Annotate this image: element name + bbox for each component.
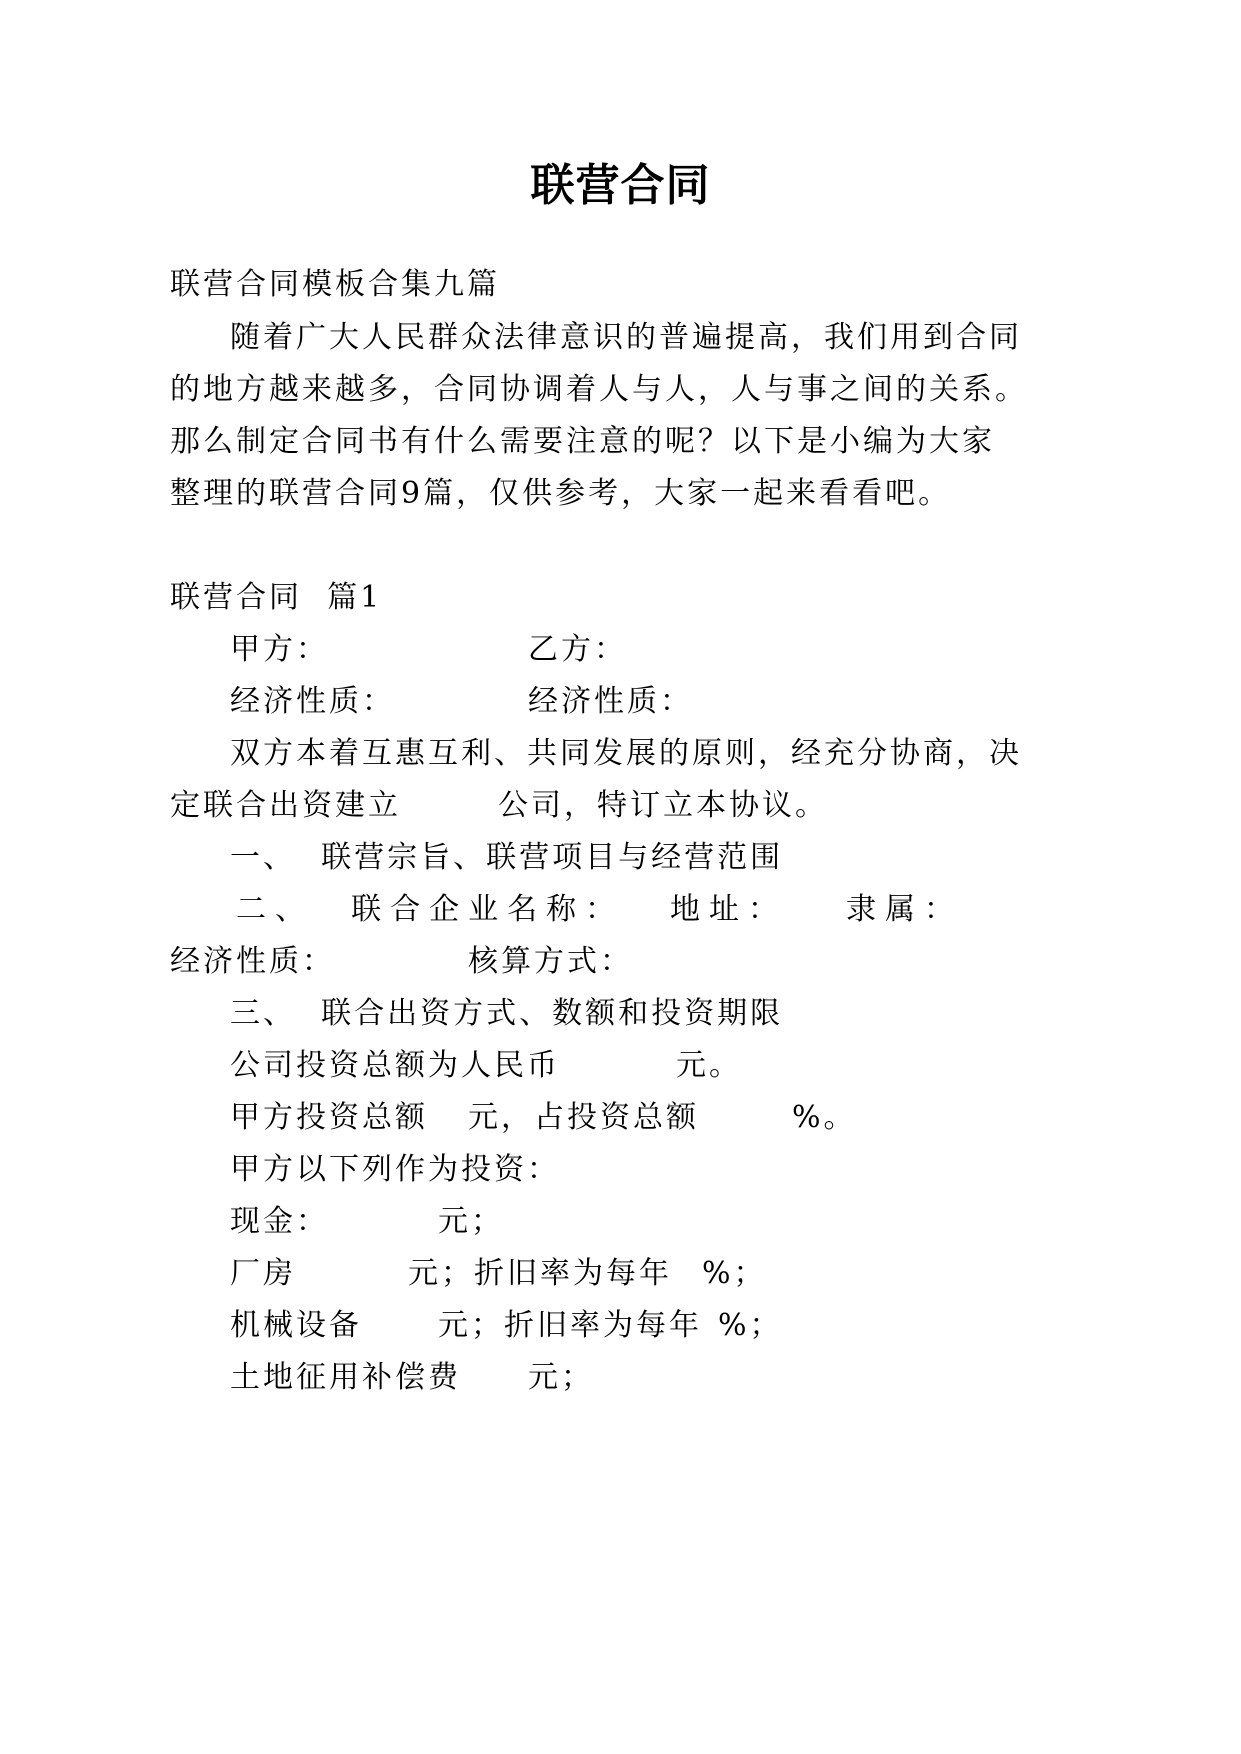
land-compensation-unit: 元；: [528, 1360, 594, 1395]
total-investment-unit: 元。: [676, 1048, 742, 1083]
clause-2-nature-label: 经济性质：: [170, 944, 335, 979]
preamble-line-2b: 公司，特订立本协议。: [498, 788, 828, 823]
clause-1-heading: 一、 联营宗旨、联营项目与经营范围: [230, 840, 784, 875]
clause-2-accounting-label: 核算方式：: [468, 944, 633, 979]
document-title: 联营合同: [530, 160, 711, 211]
cash-label: 现金：: [230, 1204, 329, 1239]
collection-heading: 联营合同模板合集九篇: [170, 267, 500, 302]
machinery-label: 机械设备: [230, 1308, 362, 1343]
clause-3-heading: 三、 联合出资方式、数额和投资期限: [230, 996, 784, 1031]
total-investment-label: 公司投资总额为人民币: [230, 1048, 560, 1083]
party-b-nature-label: 经济性质：: [528, 684, 693, 719]
plant-depreciation-percent: %；: [702, 1256, 767, 1291]
machinery-depreciation-label: 元；折旧率为每年: [438, 1308, 702, 1343]
machinery-depreciation-percent: %；: [718, 1308, 783, 1343]
party-a-investment-label: 甲方投资总额: [230, 1100, 428, 1135]
cash-unit: 元；: [438, 1204, 504, 1239]
party-a-nature-label: 经济性质：: [230, 684, 395, 719]
party-a-investment-percent: %。: [792, 1100, 857, 1135]
intro-line-4: 整理的联营合同9篇，仅供参考，大家一起来看看吧。: [170, 476, 952, 511]
clause-2-company-name-label: 二、 联合企业名称：: [236, 892, 625, 927]
intro-line-1: 随着广大人民群众法律意识的普遍提高，我们用到合同: [230, 320, 1022, 355]
preamble-line-1: 双方本着互惠互利、共同发展的原则，经充分协商，决: [230, 736, 1022, 771]
clause-2-affiliation-label: 隶属：: [846, 892, 963, 927]
party-a-investment-share-label: 元，占投资总额: [468, 1100, 699, 1135]
party-a-label: 甲方：: [230, 632, 329, 667]
party-a-investment-list-label: 甲方以下列作为投资：: [230, 1152, 560, 1187]
intro-line-3: 那么制定合同书有什么需要注意的呢？以下是小编为大家: [170, 424, 995, 459]
party-b-label: 乙方：: [528, 632, 627, 667]
intro-line-2: 的地方越来越多，合同协调着人与人，人与事之间的关系。: [170, 372, 1028, 407]
land-compensation-label: 土地征用补偿费: [230, 1360, 461, 1395]
preamble-line-2a: 定联合出资建立: [170, 788, 401, 823]
clause-2-address-label: 地址：: [670, 892, 787, 927]
plant-label: 厂房: [230, 1256, 296, 1291]
section-heading: 联营合同 篇1: [170, 580, 383, 615]
plant-depreciation-label: 元；折旧率为每年: [408, 1256, 672, 1291]
